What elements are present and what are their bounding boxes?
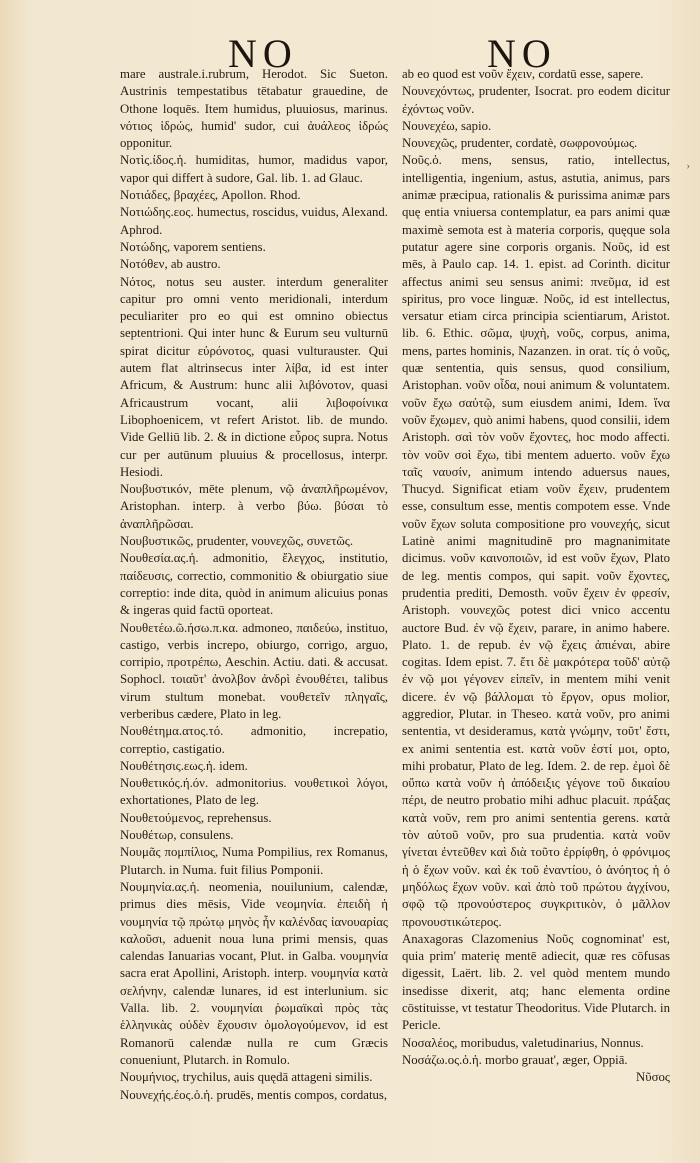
dictionary-entry: Νουθετούμενος, reprehensus. — [120, 810, 272, 825]
dictionary-entry: Νουμᾶς πομπίλιος, Numa Pompilius, rex Romanus, Plutarch. in Numa. fuit filius Pomponii. — [120, 845, 388, 877]
dictionary-entry: Νουμηνία.ας.ἡ. neomenia, nouilunium, calendæ, primus dies mēsis, Vide νεομηνία. ἐπειδὴ ἡ νουμηνία τῷ πρώτῳ μηνὸς ἦν καλένδας ἰανουαρίας καλοῦσι, aduenit noua luna primi mensis, quas calendas Ianuarias vocant, Plut. in Galba. νουμηνία sacra erat Apollini, Aristoph. interp. νουμηνία κατὰ σελήνην, calendæ lunares, id est interlunium. sic Valla. lib. 2. νουμηνίαι ῥωμαϊκαὶ πρὸς τὰς ἑλληνικὰς οὐδὲν ἔχουσιν ὁμολογούμενον, id est Romanorū calendæ nulla re cum Græcis conueniunt, Plutarch. in Romulo. — [120, 879, 388, 1067]
dictionary-entry: Νουνεχῶς, prudenter, cordatè, σωφρονούμως. — [402, 136, 638, 151]
dictionary-entry: Νοτιάδες, βραχέες, Apollon. Rhod. — [120, 188, 301, 203]
margin-mark: › — [686, 160, 690, 172]
dictionary-entry: Νοῦς.ὁ. mens, sensus, ratio, intellectus, intelligentia, ingenium, astus, astutia, animus, pars animæ præcipua, rationalis & purissima animæ pars quę entia vniuersa contemplatur, ea pars animi quæ maximè semota est à materia corporis, quęque sola putatur agere sine corporis organis. Νοῦς, id est mēs, à Paulo cap. 14. 1. epist. ad Corinth. dicitur affectus animi seu sensus animi: πνεῦμα, id est spiritus, pro voce linguæ. Νοῦς, id est intellectus, versatur etiam circa principia scientiarum, Aristot. lib. 6. Ethic. σῶμα, ψυχὴ, νοῦς, corpus, anima, mens, partes hominis, Nazanzen. in orat. τίς ὁ νοῦς, quæ sententia, quis sensus, quod consilium, Aristophan. νοῦν οἶδα, noui animum & voluntatem. νοῦν ἔχω σαὐτῷ, sum eiusdem animi, Idem. ἵνα νοῦν ἔχωμεν, quò animi habens, quod consilii, idem Aristoph. σαὶ τὸν νοῦν ἔχοντες, hoc modo affecti. τὸν νοῦν σοὶ ἔχω, tibi mentem aduerto. νοῦν ἔχω ταῖς ναυσίν, animum intendo aduersus naues, Thucyd. Significat etiam νοῦν ἔχειν, prudentem esse, consultum esse, mentis compotem esse. Vnde νοῦν ἔχων soluta compositione pro νουνεχής, sicut Latinè animi magnitudinē pro magnanimitate dicimus. νοῦν καινοποιῶν, id est νοῦν ἔχων, Plato de leg. mentis compos, qui sapit. νοῦν ἔχοντες, prudentia prediti, Demosth. νοῦν ἔχειν ἐν φρεσίν, Aristoph. νουνεχῶς potest dici vnico accentu auctore Bud. ἐν νῷ ἔχειν, parare, in animo habere. Plato. 1. de repub. ἐν νῷ ἔχεις ἀπιέναι, abire cogitas. Idem epist. 7. ἔτι δὲ μακρότερα τοῦδ' αὐτῷ ἐν νῷ μοι γέγονεν εἰπεῖν, in mentem mihi venit dicere. ἐν νῷ βάλλομαι τὸ ἔργον, opus molior, aggredior, Plutar. in Theseo. κατὰ νοῦν, pro animi sententia, vt desideramus, κατὰ γνώμην, τοῦτ' ἔστι, ex animi sententia est. κατὰ νοῦν ἐστί μοι, opto, mihi probatur, Plato de leg. Idem. 2. de rep. ἐμοὶ δὲ οὔπω κατὰ νοῦν ἡ ἀπόδειξις γέγονε τοῦ δικαίου πέρι, de neutro probatio mihi adhuc placuit. πράξας κατὰ νοῦν, rem pro animi sententia gerens. κατὰ τὸν αὑτοῦ νοῦν, pro sua prudentia. κατὰ νοῦν γίνεται ἐντεῦθεν καὶ διὰ τοῦτο ἐρρίφθη, ὁ φρόνιμος ἡ ὁ ἔχων νοῦν. καὶ ἐκ τοῦ ἐναντίου, ὁ ἀνόητος ἡ ὁ μηδόλως ἔχων νοῦν. καὶ ἀπὸ τοῦ πρώτου ἀγχίνου, σφῷ τῷ προνούστερος συγκριτικὸν, ὁ μᾶλλον προνουστικώτερος. — [402, 153, 670, 929]
dictionary-entry: ab eo quod est νοῦν ἔχειν, cordatū esse, sapere. — [402, 67, 644, 81]
dictionary-entry: Νουβυστικόν, mēte plenum, νῷ ἀναπλῆρωμένον, Aristophan. interp. à verbo βύω. βύσαι τὸ ἀναπλῆρῶσαι. — [120, 482, 388, 531]
right-text-column — [402, 66, 670, 1087]
dictionary-entry: Νουθέτωρ, consulens. — [120, 828, 234, 843]
dictionary-entry: Νότος, notus seu auster. interdum generaliter capitur pro omni vento meridionali, interdum peculiariter pro eo qui est omnino obiectus septentrioni. Qui inter hunc & Eurum seu vulturnū spirat dicitur εὐρόνοτος, quasi vulturauster. Qui autem flat altrinsecus inter λίβα, id est inter Africum, & Austrum: hunc alii λιβόνοτον, quasi Africaustrum vocant, alii λιβοφοίνικα Libophoenicem, vt refert Aristot. lib. de mundo. Vide Gelliū lib. 2. & in dictione εὖρος supra. Notus cur per autūnum pluuius & procellosus, interpr. Hesiodi. — [120, 274, 388, 479]
dictionary-entry: Νοτώδης, vaporem sentiens. — [120, 239, 266, 254]
right-running-headword: NO — [487, 31, 557, 76]
dictionary-entry: Νουθέτησις.εως.ἡ. idem. — [120, 758, 248, 773]
dictionary-entry: Anaxagoras Clazomenius Νοῦς cognominat' est, quia prim' materię mentē adiecit, quæ res cōfusas digessit, Laërt. lib. 2. vel quòd mentem mundo insedisse dixerit, atq; hanc elementa ordine cōstituisse, vt testatur Theodoritus. Vide Plutarch. in Pericle. — [402, 931, 670, 1033]
left-text-column — [120, 66, 388, 1104]
dictionary-entry: Νοτόθεν, ab austro. — [120, 257, 221, 272]
dictionary-entry: mare australe.i.rubrum, Herodot. Sic Sueton. Austrinis tempestatibus tētabatur grauedine, de Othone loquēs. Item humidus, pluuiosus, marinus. νότιος ἱδρώς, humid' sudor, cui ἀυάλεος ἱδρώς opponitur. — [120, 67, 388, 151]
dictionary-entry: Νουμήνιος, trychilus, auis quędā attageni similis. — [120, 1070, 373, 1085]
catchword: Νῦσος — [636, 1070, 670, 1085]
dictionary-entry: Νοτιώδης.εος. humectus, roscidus, vuidus, Alexand. Aphrod. — [120, 205, 388, 237]
dictionary-entry: Νουθεσία.ας.ἡ. admonitio, ἔλεγχος, institutio, παίδευσις, correctio, commonitio & obiurgatio siue correptio: inde dita, quòd in animum alicuius ponas & ingeras quid factū oporteat. — [120, 551, 388, 618]
dictionary-entry: Νουθέτημα.ατος.τό. admonitio, increpatio, correptio, castigatio. — [120, 724, 388, 756]
dictionary-entry: Νουνεχέω, sapio. — [402, 118, 492, 133]
dictionary-entry: Νοτὶς.ίδος.ἡ. humiditas, humor, madidus vapor, vapor qui differt à sudore, Gal. lib. 1. ad Glauc. — [120, 153, 388, 185]
dictionary-entry: Νουνεχόντως, prudenter, Isocrat. pro eodem dicitur ἐχόντως νοῦν. — [402, 84, 670, 116]
left-running-headword: NO — [228, 31, 298, 76]
dictionary-entry: Νοσαλέος, moribudus, valetudinarius, Nonnus. — [402, 1035, 644, 1050]
dictionary-entry: Νοσάζω.ος.ὁ.ἡ. morbo grauat', æger, Oppiā. — [402, 1052, 628, 1067]
dictionary-entry: Νουβυστικῶς, prudenter, νουνεχῶς, συνετῶς. — [120, 534, 354, 549]
dictionary-entry: Νουθετικός.ή.όν. admonitorius. νουθετικοὶ λόγοι, exhortationes, Plato de leg. — [120, 776, 388, 808]
dictionary-entry: Νουνεχής.έος.ὁ.ἡ. prudēs, mentis compos, cordatus, — [120, 1087, 388, 1102]
dictionary-entry: Νουθετέω.ῶ.ήσω.π.κα. admoneo, παιδεύω, instituo, castigo, verbis increpo, obiurgo, corrigo, arguo, corripio, προτρέπω, Aeschin. Actiu. dati. & accusat. Sophocl. τοιαῦτ' ἀνολβον ἀνδρὶ ἐνουθέτει, talibus virum stultum monebat. νουθετεῖν πληγαῖς, verberibus cædere, Plato in leg. — [120, 620, 388, 721]
